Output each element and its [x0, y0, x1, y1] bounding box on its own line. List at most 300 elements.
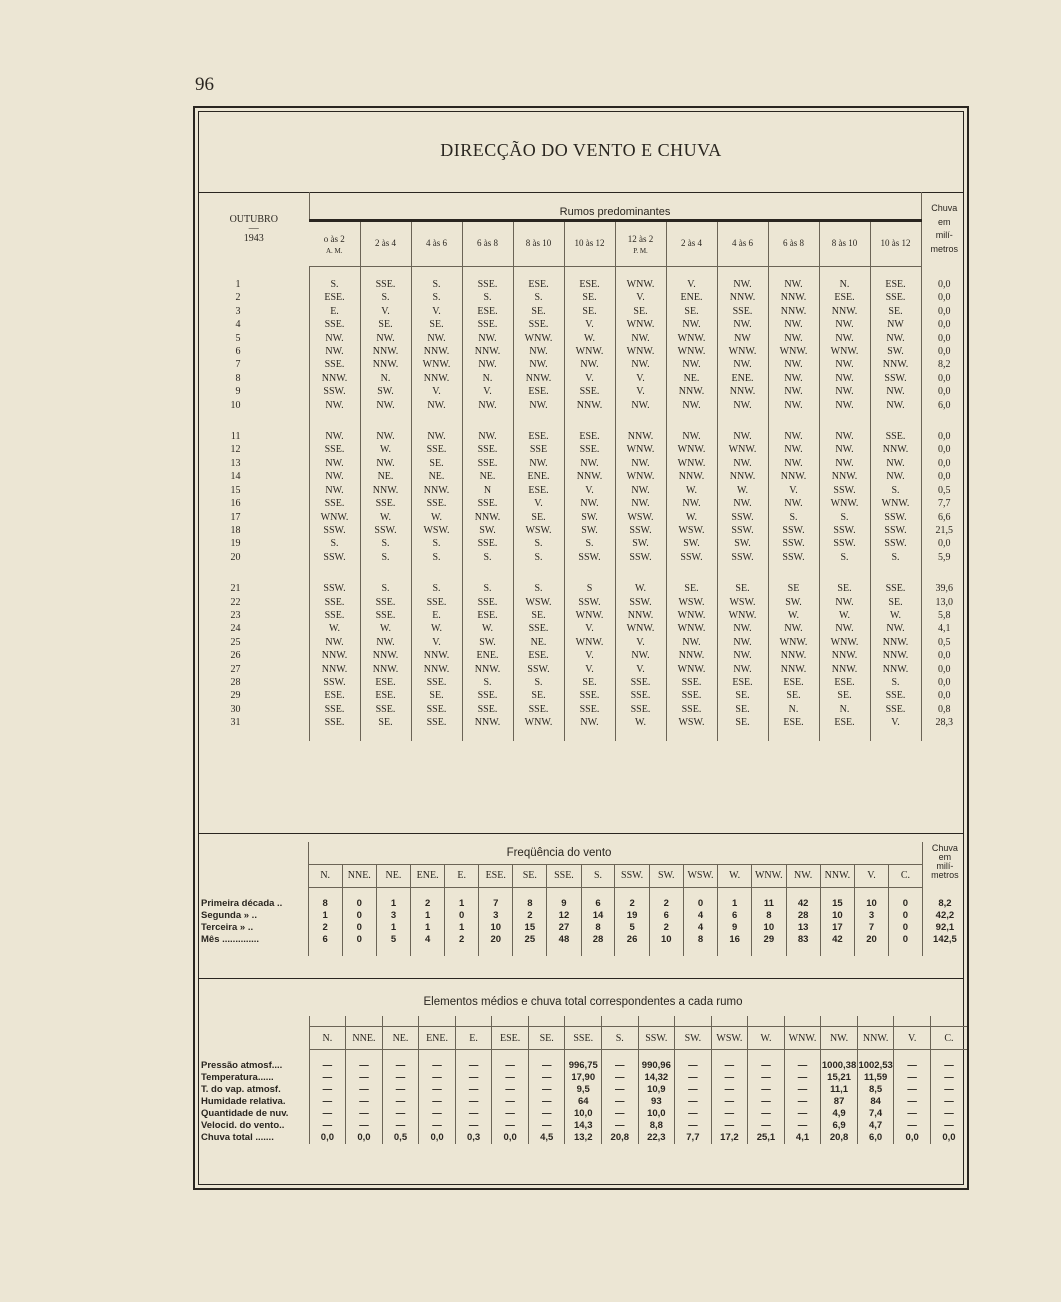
- time-header: [411, 221, 462, 267]
- element-value: 4,9: [821, 1108, 858, 1120]
- wind-direction-cell: SE.: [564, 305, 615, 318]
- wind-direction-cell: SSE.: [615, 676, 666, 689]
- rain-value: 5,8: [921, 609, 967, 622]
- spacer: [717, 564, 768, 582]
- wind-direction-cell: S.: [411, 537, 462, 550]
- wind-direction-cell: SSE.: [513, 318, 564, 331]
- element-value: —: [602, 1120, 639, 1132]
- frequency-column-header: WSW.: [683, 864, 717, 887]
- wind-direction-cell: WNW.: [768, 345, 819, 358]
- wind-direction-cell: NNW.: [513, 372, 564, 385]
- element-value: 0,0: [930, 1132, 967, 1144]
- element-value: 17,90: [565, 1072, 602, 1084]
- rain-value: 0,5: [921, 484, 967, 497]
- wind-direction-cell: NW.: [564, 497, 615, 510]
- divider: [199, 833, 963, 834]
- spacer: [870, 267, 921, 279]
- frequency-column-header: E.: [445, 864, 479, 887]
- frequency-column-header: ESE.: [479, 864, 513, 887]
- wind-direction-cell: SE.: [411, 318, 462, 331]
- spacer: [528, 1050, 565, 1061]
- wind-direction-cell: SSW.: [309, 582, 360, 595]
- frequency-value: 8: [581, 922, 615, 934]
- wind-direction-cell: WNW.: [615, 345, 666, 358]
- element-value: —: [930, 1096, 967, 1108]
- table-frame: [193, 106, 969, 1190]
- wind-direction-cell: NW.: [819, 318, 870, 331]
- chuva-header-line: em: [938, 852, 952, 862]
- wind-direction-cell: SE.: [513, 689, 564, 702]
- element-value: —: [930, 1072, 967, 1084]
- wind-direction-cell: NNW.: [666, 470, 717, 483]
- wind-direction-cell: NW.: [717, 497, 768, 510]
- element-value: 10,0: [565, 1108, 602, 1120]
- day-number: 25: [230, 636, 241, 648]
- frequency-column-header: NE.: [376, 864, 410, 887]
- wind-direction-cell: NW.: [768, 372, 819, 385]
- element-value: 7,4: [857, 1108, 894, 1120]
- wind-direction-cell: S.: [870, 676, 921, 689]
- wind-direction-cell: NW: [870, 318, 921, 331]
- wind-direction-cell: SE.: [615, 305, 666, 318]
- spacer: [445, 887, 479, 898]
- frequency-value: 2: [649, 898, 683, 910]
- spacer: [547, 946, 581, 956]
- year-label: 1943: [243, 233, 264, 245]
- table-row: [199, 278, 967, 291]
- day-number: 21: [230, 583, 241, 595]
- wind-direction-cell: WNW.: [411, 358, 462, 371]
- element-value: —: [711, 1120, 748, 1132]
- wind-direction-cell: NNW.: [564, 470, 615, 483]
- wind-direction-cell: NNW.: [360, 345, 411, 358]
- element-value: —: [711, 1084, 748, 1096]
- wind-direction-cell: S.: [411, 291, 462, 304]
- wind-direction-cell: NNW.: [819, 470, 870, 483]
- wind-direction-cell: SW.: [462, 524, 513, 537]
- spacer: [309, 730, 360, 741]
- spacer: [857, 1016, 894, 1027]
- spacer: [819, 267, 870, 279]
- wind-direction-cell: ESE.: [870, 278, 921, 291]
- frequency-value: 0: [342, 898, 376, 910]
- frequency-value: 0: [342, 910, 376, 922]
- wind-direction-cell: NNW.: [615, 430, 666, 443]
- frequency-value: 19: [615, 910, 649, 922]
- spacer: [768, 564, 819, 582]
- element-value: 8,5: [857, 1084, 894, 1096]
- wind-direction-cell: SW.: [564, 511, 615, 524]
- frequency-value: 10: [820, 910, 854, 922]
- wind-direction-cell: WNW.: [513, 332, 564, 345]
- spacer: [666, 564, 717, 582]
- wind-direction-cell: V.: [411, 385, 462, 398]
- wind-direction-cell: ESE.: [768, 676, 819, 689]
- spacer: [768, 412, 819, 430]
- frequency-value: 3: [479, 910, 513, 922]
- frequency-column-header: C.: [888, 864, 922, 887]
- spacer: [360, 412, 411, 430]
- element-value: —: [930, 1084, 967, 1096]
- spacer: [376, 887, 410, 898]
- wind-direction-cell: NNW.: [717, 291, 768, 304]
- wind-direction-cell: WNW.: [564, 609, 615, 622]
- table-row: [199, 385, 967, 398]
- wind-direction-cell: NNW.: [768, 291, 819, 304]
- spacer: [199, 887, 308, 898]
- wind-direction-cell: NNW.: [870, 358, 921, 371]
- spacer: [819, 564, 870, 582]
- wind-direction-cell: NNW.: [615, 609, 666, 622]
- element-value: 20,8: [821, 1132, 858, 1144]
- spacer: [857, 1050, 894, 1061]
- wind-direction-cell: ESE.: [360, 689, 411, 702]
- table-row: [199, 609, 967, 622]
- element-value: 15,21: [821, 1072, 858, 1084]
- element-value: 10,0: [638, 1108, 675, 1120]
- wind-direction-cell: WNW.: [819, 497, 870, 510]
- element-value: —: [382, 1108, 419, 1120]
- element-value: 25,1: [748, 1132, 785, 1144]
- wind-direction-cell: NW.: [819, 358, 870, 371]
- wind-direction-cell: ESE.: [513, 278, 564, 291]
- element-value: —: [748, 1120, 785, 1132]
- frequency-value: 16: [718, 934, 752, 946]
- element-value: —: [309, 1084, 346, 1096]
- frequency-value: 2: [411, 898, 445, 910]
- spacer: [718, 887, 752, 898]
- elements-column-header: SW.: [675, 1027, 712, 1050]
- element-value: 14,32: [638, 1072, 675, 1084]
- element-value: —: [784, 1072, 821, 1084]
- element-value: —: [346, 1084, 383, 1096]
- wind-direction-cell: NW.: [819, 622, 870, 635]
- day-number: 6: [235, 346, 241, 358]
- wind-direction-cell: S.: [462, 291, 513, 304]
- wind-direction-cell: V.: [564, 649, 615, 662]
- frequency-value: 1: [411, 910, 445, 922]
- time-header-range: 4 às 6: [732, 238, 753, 249]
- table-frame-inner: [198, 111, 964, 1185]
- time-header: [717, 221, 768, 267]
- wind-direction-cell: V.: [564, 622, 615, 635]
- spacer: [922, 946, 967, 956]
- frequency-value: 15: [513, 922, 547, 934]
- frequency-value: 10: [752, 922, 786, 934]
- wind-direction-cell: SSE.: [309, 443, 360, 456]
- wind-direction-cell: NW.: [768, 497, 819, 510]
- element-value: —: [419, 1120, 456, 1132]
- frequency-value: 10: [649, 934, 683, 946]
- wind-direction-cell: NW.: [666, 358, 717, 371]
- table-row: [199, 934, 967, 946]
- spacer: [513, 267, 564, 279]
- table-row: [199, 430, 967, 443]
- wind-direction-cell: SW.: [768, 596, 819, 609]
- frequency-value: 4: [683, 910, 717, 922]
- element-value: —: [784, 1120, 821, 1132]
- wind-direction-cell: V.: [615, 372, 666, 385]
- wind-direction-cell: WNW.: [768, 636, 819, 649]
- frequency-value: 0: [342, 934, 376, 946]
- wind-direction-cell: ESE.: [309, 689, 360, 702]
- time-header-range: 2 às 4: [681, 238, 702, 249]
- wind-direction-cell: NW.: [717, 663, 768, 676]
- year-dash: —: [248, 223, 259, 235]
- spacer: [513, 412, 564, 430]
- chuva-header-line: Chuva: [931, 843, 958, 853]
- spacer: [360, 730, 411, 741]
- spacer: [199, 267, 309, 279]
- wind-direction-cell: S.: [513, 582, 564, 595]
- spacer: [711, 1050, 748, 1061]
- wind-direction-cell: SSE.: [615, 703, 666, 716]
- spacer: [666, 267, 717, 279]
- wind-direction-cell: SE.: [870, 596, 921, 609]
- elements-column-header: ESE.: [492, 1027, 529, 1050]
- wind-direction-cell: WNW.: [666, 663, 717, 676]
- wind-direction-cell: NE.: [666, 372, 717, 385]
- table-row: [199, 663, 967, 676]
- wind-direction-cell: ESE.: [819, 676, 870, 689]
- spacer: [462, 730, 513, 741]
- element-value: —: [748, 1108, 785, 1120]
- element-value: 0,5: [382, 1132, 419, 1144]
- wind-direction-cell: WNW.: [870, 497, 921, 510]
- frequency-value: 12: [547, 910, 581, 922]
- spacer: [565, 1050, 602, 1061]
- row-label: Segunda » ..: [201, 909, 257, 921]
- elements-column-header: NE.: [382, 1027, 419, 1050]
- frequency-value: 29: [752, 934, 786, 946]
- table-row: [199, 443, 967, 456]
- spacer: [199, 412, 309, 430]
- wind-direction-cell: SW.: [615, 537, 666, 550]
- element-value: 0,0: [346, 1132, 383, 1144]
- frequency-column-header: SE.: [513, 864, 547, 887]
- frequency-value: 6: [308, 934, 342, 946]
- table-row: [199, 622, 967, 635]
- element-value: —: [492, 1084, 529, 1096]
- spacer: [768, 267, 819, 279]
- element-value: —: [419, 1060, 456, 1072]
- wind-direction-cell: NW.: [411, 430, 462, 443]
- wind-direction-cell: SSE.: [462, 457, 513, 470]
- wind-direction-cell: NNW.: [819, 663, 870, 676]
- wind-direction-cell: NW.: [309, 345, 360, 358]
- wind-direction-cell: NNW.: [360, 484, 411, 497]
- elements-column-header: SSW.: [638, 1027, 675, 1050]
- frequency-column-header: SSW.: [615, 864, 649, 887]
- wind-direction-cell: SE.: [819, 582, 870, 595]
- wind-direction-cell: SSW.: [768, 537, 819, 550]
- time-header: [309, 221, 360, 267]
- wind-direction-cell: NW.: [411, 332, 462, 345]
- wind-direction-cell: SSE.: [666, 689, 717, 702]
- table-row: [199, 703, 967, 716]
- time-header-range: 8 às 10: [831, 238, 858, 249]
- wind-direction-cell: W.: [462, 622, 513, 635]
- table-row: [199, 345, 967, 358]
- wind-direction-cell: ENE.: [666, 291, 717, 304]
- row-label: Temperatura......: [201, 1072, 274, 1083]
- element-value: —: [784, 1084, 821, 1096]
- wind-direction-cell: S.: [513, 537, 564, 550]
- time-header: [360, 221, 411, 267]
- wind-direction-cell: NNW.: [411, 484, 462, 497]
- wind-direction-cell: W.: [360, 511, 411, 524]
- table-row: [199, 1072, 967, 1084]
- wind-direction-cell: WNW.: [564, 636, 615, 649]
- wind-direction-cell: NW.: [513, 345, 564, 358]
- element-value: —: [748, 1072, 785, 1084]
- spacer: [513, 730, 564, 741]
- frequency-column-header: NNW.: [820, 864, 854, 887]
- rumos-header: Rumos predominantes: [309, 192, 921, 221]
- wind-direction-cell: NW.: [462, 358, 513, 371]
- wind-direction-cell: SSW.: [717, 524, 768, 537]
- table-row: [199, 1132, 967, 1144]
- element-value: 13,2: [565, 1132, 602, 1144]
- element-value: 64: [565, 1096, 602, 1108]
- frequency-column-header: SW.: [649, 864, 683, 887]
- element-value: —: [602, 1108, 639, 1120]
- wind-direction-cell: NNW.: [870, 663, 921, 676]
- wind-direction-cell: W.: [615, 582, 666, 595]
- rain-value: 6,0: [921, 399, 967, 412]
- time-header-range: 6 às 8: [783, 238, 804, 249]
- wind-direction-cell: NNW.: [309, 663, 360, 676]
- frequency-value: 5: [615, 922, 649, 934]
- wind-direction-cell: NW.: [564, 457, 615, 470]
- wind-direction-cell: SE.: [717, 582, 768, 595]
- elements-column-header: C.: [930, 1027, 967, 1050]
- wind-direction-cell: ESE.: [717, 676, 768, 689]
- frequency-value: 0: [888, 910, 922, 922]
- element-value: —: [784, 1060, 821, 1072]
- rain-value: 0,0: [921, 663, 967, 676]
- wind-direction-cell: NNW.: [462, 345, 513, 358]
- wind-direction-cell: NW.: [564, 716, 615, 729]
- spacer: [309, 1016, 346, 1027]
- frequency-value: 1: [411, 922, 445, 934]
- element-value: —: [675, 1060, 712, 1072]
- spacer: [199, 564, 309, 582]
- frequency-value: 25: [513, 934, 547, 946]
- element-value: 1002,53: [858, 1060, 893, 1071]
- row-label: Primeira década ..: [201, 897, 283, 909]
- element-value: 11,59: [857, 1072, 894, 1084]
- element-value: —: [309, 1120, 346, 1132]
- wind-direction-cell: S.: [513, 676, 564, 689]
- wind-direction-cell: SSE: [513, 443, 564, 456]
- frequency-value: 6: [718, 910, 752, 922]
- elements-column-header: ENE.: [419, 1027, 456, 1050]
- wind-direction-cell: SSW.: [309, 676, 360, 689]
- day-number: 27: [230, 663, 241, 675]
- time-header-range: 12 às 2: [627, 234, 654, 245]
- spacer: [717, 267, 768, 279]
- spacer: [717, 412, 768, 430]
- wind-direction-cell: S.: [513, 551, 564, 564]
- wind-direction-cell: NW.: [615, 358, 666, 371]
- wind-direction-cell: S.: [360, 291, 411, 304]
- wind-direction-cell: WNW.: [666, 609, 717, 622]
- wind-direction-cell: WNW.: [717, 609, 768, 622]
- element-value: —: [894, 1084, 931, 1096]
- element-value: —: [455, 1120, 492, 1132]
- wind-direction-cell: NW.: [309, 399, 360, 412]
- wind-direction-cell: S.: [411, 582, 462, 595]
- wind-direction-cell: SE.: [870, 305, 921, 318]
- day-number: 13: [230, 457, 241, 469]
- frequency-value: 42: [786, 898, 820, 910]
- wind-direction-cell: NNW.: [717, 470, 768, 483]
- frequency-value: 9: [718, 922, 752, 934]
- spacer: [360, 267, 411, 279]
- wind-direction-cell: NW.: [309, 484, 360, 497]
- frequency-value: 1: [376, 922, 410, 934]
- wind-direction-cell: NW.: [717, 457, 768, 470]
- table-row: [199, 358, 967, 371]
- day-number: 20: [230, 551, 241, 563]
- chuva-header-line: metros: [930, 243, 958, 254]
- element-value: 6,9: [821, 1120, 858, 1132]
- wind-direction-cell: NW.: [462, 430, 513, 443]
- wind-direction-cell: ENE.: [717, 372, 768, 385]
- table-row: [199, 1120, 967, 1132]
- spacer: [675, 1016, 712, 1027]
- wind-direction-cell: SSW.: [309, 524, 360, 537]
- rain-value: 0,0: [921, 443, 967, 456]
- wind-direction-cell: N.: [360, 372, 411, 385]
- spacer: [479, 887, 513, 898]
- wind-direction-cell: V.: [513, 497, 564, 510]
- wind-direction-cell: V.: [360, 305, 411, 318]
- spacer: [342, 946, 376, 956]
- spacer: [411, 267, 462, 279]
- element-value: —: [492, 1108, 529, 1120]
- wind-direction-cell: SSE.: [666, 703, 717, 716]
- spacer: [308, 842, 922, 864]
- wind-direction-cell: ESE.: [819, 291, 870, 304]
- time-header: [768, 221, 819, 267]
- frequency-value: 14: [581, 910, 615, 922]
- frequency-value: 2: [513, 910, 547, 922]
- day-number: 19: [230, 538, 241, 550]
- wind-direction-cell: NW.: [615, 399, 666, 412]
- frequency-value: 20: [855, 934, 889, 946]
- element-value: —: [455, 1072, 492, 1084]
- spacer: [199, 842, 308, 864]
- wind-direction-cell: NW.: [870, 399, 921, 412]
- wind-direction-cell: ESE.: [564, 278, 615, 291]
- spacer: [921, 564, 967, 582]
- spacer: [819, 730, 870, 741]
- spacer: [638, 1016, 675, 1027]
- wind-direction-cell: WSW.: [717, 596, 768, 609]
- wind-direction-cell: SSE.: [564, 385, 615, 398]
- element-value: —: [528, 1120, 565, 1132]
- wind-direction-cell: S.: [411, 278, 462, 291]
- wind-direction-cell: WSW.: [411, 524, 462, 537]
- element-value: 14,3: [565, 1120, 602, 1132]
- table-row: [199, 582, 967, 595]
- frequency-value: 9: [547, 898, 581, 910]
- table-row: [199, 318, 967, 331]
- wind-direction-cell: SSE.: [870, 291, 921, 304]
- spacer: [717, 730, 768, 741]
